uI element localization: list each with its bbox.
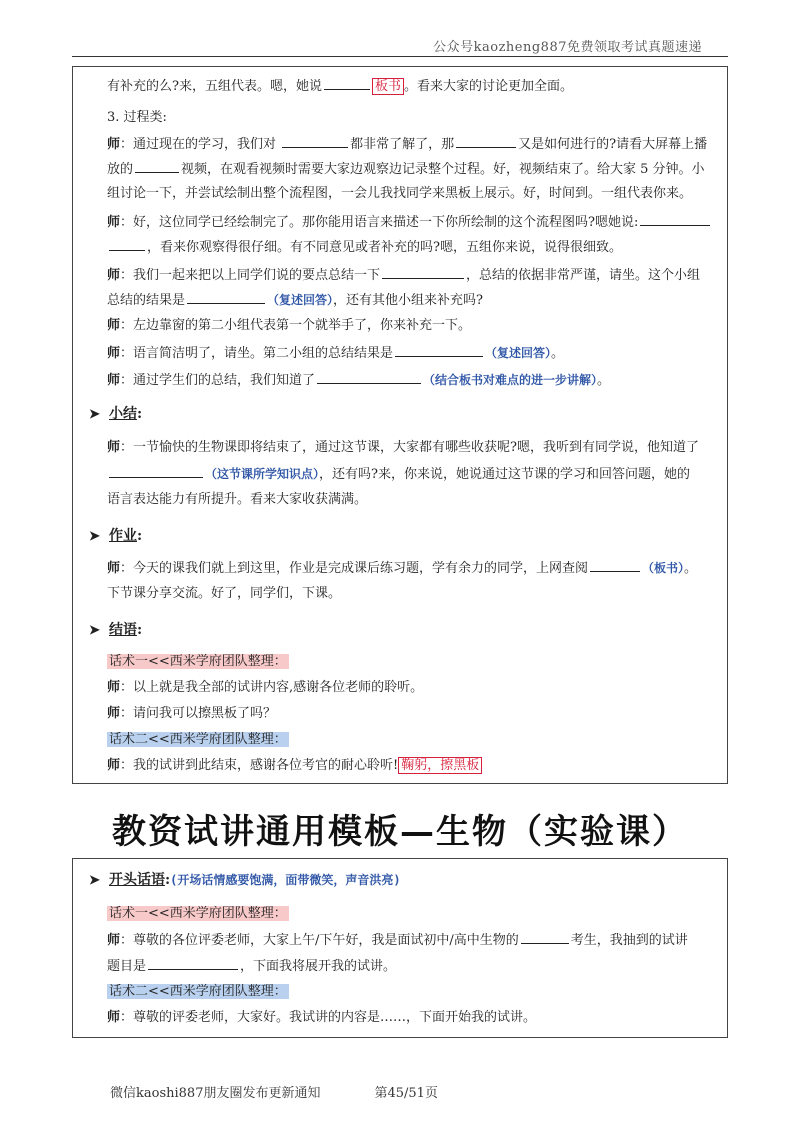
board-tag: 板书 bbox=[372, 78, 404, 95]
text-line: 总结的结果是 （复述回答），还有其他小组来补充吗? bbox=[107, 293, 484, 308]
content-box-opening bbox=[72, 858, 728, 1038]
text-line: 师：通过现在的学习，我们对 都非常了解了，那 又是如何进行的?请看大屏幕上播 bbox=[107, 137, 708, 152]
page-number: 第45/51页 bbox=[374, 1086, 438, 1101]
text-line: 有补充的么?来，五组代表。嗯，她说 板书 。看来大家的讨论更加全面。 bbox=[107, 79, 574, 94]
page-footer: 微信kaoshi887朋友圈发布更新通知 第45/51页 bbox=[110, 1086, 438, 1101]
arrow-bullet-icon: ➤ bbox=[89, 407, 100, 422]
text-line: 师：左边靠窗的第二小组代表第一个就举手了，你来补充一下。 bbox=[107, 318, 472, 333]
header-divider bbox=[72, 56, 728, 57]
text-line: 师：尊敬的评委老师，大家好。我试讲的内容是……，下面开始我的试讲。 bbox=[107, 1010, 537, 1025]
text-line: 师：请问我可以擦黑板了吗？ bbox=[107, 706, 277, 721]
text-line: （这节课所学知识点），还有吗?来，你来说，她说通过这节课的学习和回答问题，她的 bbox=[107, 465, 717, 484]
text-line: 语言表达能力有所提升。看来大家收获满满。 bbox=[107, 492, 368, 507]
text-line: 下节课分享交流。好了，同学们，下课。 bbox=[107, 586, 342, 601]
bow-tag: 鞠躬，擦黑板 bbox=[398, 757, 482, 774]
text-line: 题目是 ，下面我将展开我的试讲。 bbox=[107, 959, 397, 974]
talk-label: 话术一<<西米学府团队整理： bbox=[109, 906, 287, 921]
arrow-bullet-icon: ➤ bbox=[89, 623, 100, 638]
text-line: 师：好，这位同学已经绘制完了。那你能用语言来描述一下你所绘制的这个流程图吗?嗯她说: bbox=[107, 213, 717, 232]
page-title: 教资试讲通用模板—生物（实验课） bbox=[112, 812, 688, 852]
section-closing: ➤ 结语: bbox=[89, 622, 143, 638]
talk-label: 话术二<<西米学府团队整理： bbox=[109, 732, 287, 747]
section-opening: ➤ 开头话语:(开场话情感要饱满，面带微笑，声音洪亮) bbox=[89, 872, 401, 888]
text-line: 师：一节愉快的生物课即将结束了，通过这节课，大家都有哪些收获呢?嗯，我听到有同学说，他知道了 bbox=[107, 440, 699, 455]
text-line: 师：我们一起来把以上同学们说的要点总结一下 ，总结的依据非常严谨，请坐。这个小组 bbox=[107, 268, 701, 283]
section-summary: ➤ 小结: bbox=[89, 406, 143, 422]
text-line: ，看来你观察得很仔细。有不同意见或者补充的吗?嗯，五组你来说，说得很细致。 bbox=[107, 238, 717, 257]
page-header: 公众号kaozheng887免费领取考试真题速递 bbox=[433, 40, 702, 55]
text-line: 放的 视频，在观看视频时需要大家边观察边记录整个过程。好，视频结束了。给大家 5 分钟。小 bbox=[107, 162, 705, 177]
text-line: 师：以上就是我全部的试讲内容,感谢各位老师的聆听。 bbox=[107, 680, 424, 695]
talk-label: 话术二<<西米学府团队整理： bbox=[109, 984, 287, 999]
text-line: 师：语言简洁明了，请坐。第二小组的总结结果是 （复述回答）。 bbox=[107, 346, 565, 361]
text-line: 师：我的试讲到此结束，感谢各位考官的耐心聆听! 鞠躬，擦黑板 bbox=[107, 757, 717, 775]
text-line: 师：通过学生们的总结，我们知道了 （结合板书对难点的进一步讲解）。 bbox=[107, 373, 611, 388]
arrow-bullet-icon: ➤ bbox=[89, 873, 100, 888]
process-heading: 3. 过程类: bbox=[107, 110, 167, 125]
section-homework: ➤ 作业: bbox=[89, 528, 143, 544]
talk-label: 话术一<<西米学府团队整理： bbox=[109, 654, 287, 669]
content-box-process bbox=[72, 66, 728, 784]
text-line: 组讨论一下，并尝试绘制出整个流程图，一会儿我找同学来黑板上展示。好，时间到。一组代表你来。 bbox=[107, 186, 693, 201]
text-line: 师：今天的课我们就上到这里，作业是完成课后练习题，学有余力的同学，上网查阅 （板书）。 bbox=[107, 561, 698, 576]
text-line: 师：尊敬的各位评委老师，大家上午/下午好，我是面试初中/高中生物的 考生，我抽到的试讲 bbox=[107, 933, 688, 948]
arrow-bullet-icon: ➤ bbox=[89, 529, 100, 544]
